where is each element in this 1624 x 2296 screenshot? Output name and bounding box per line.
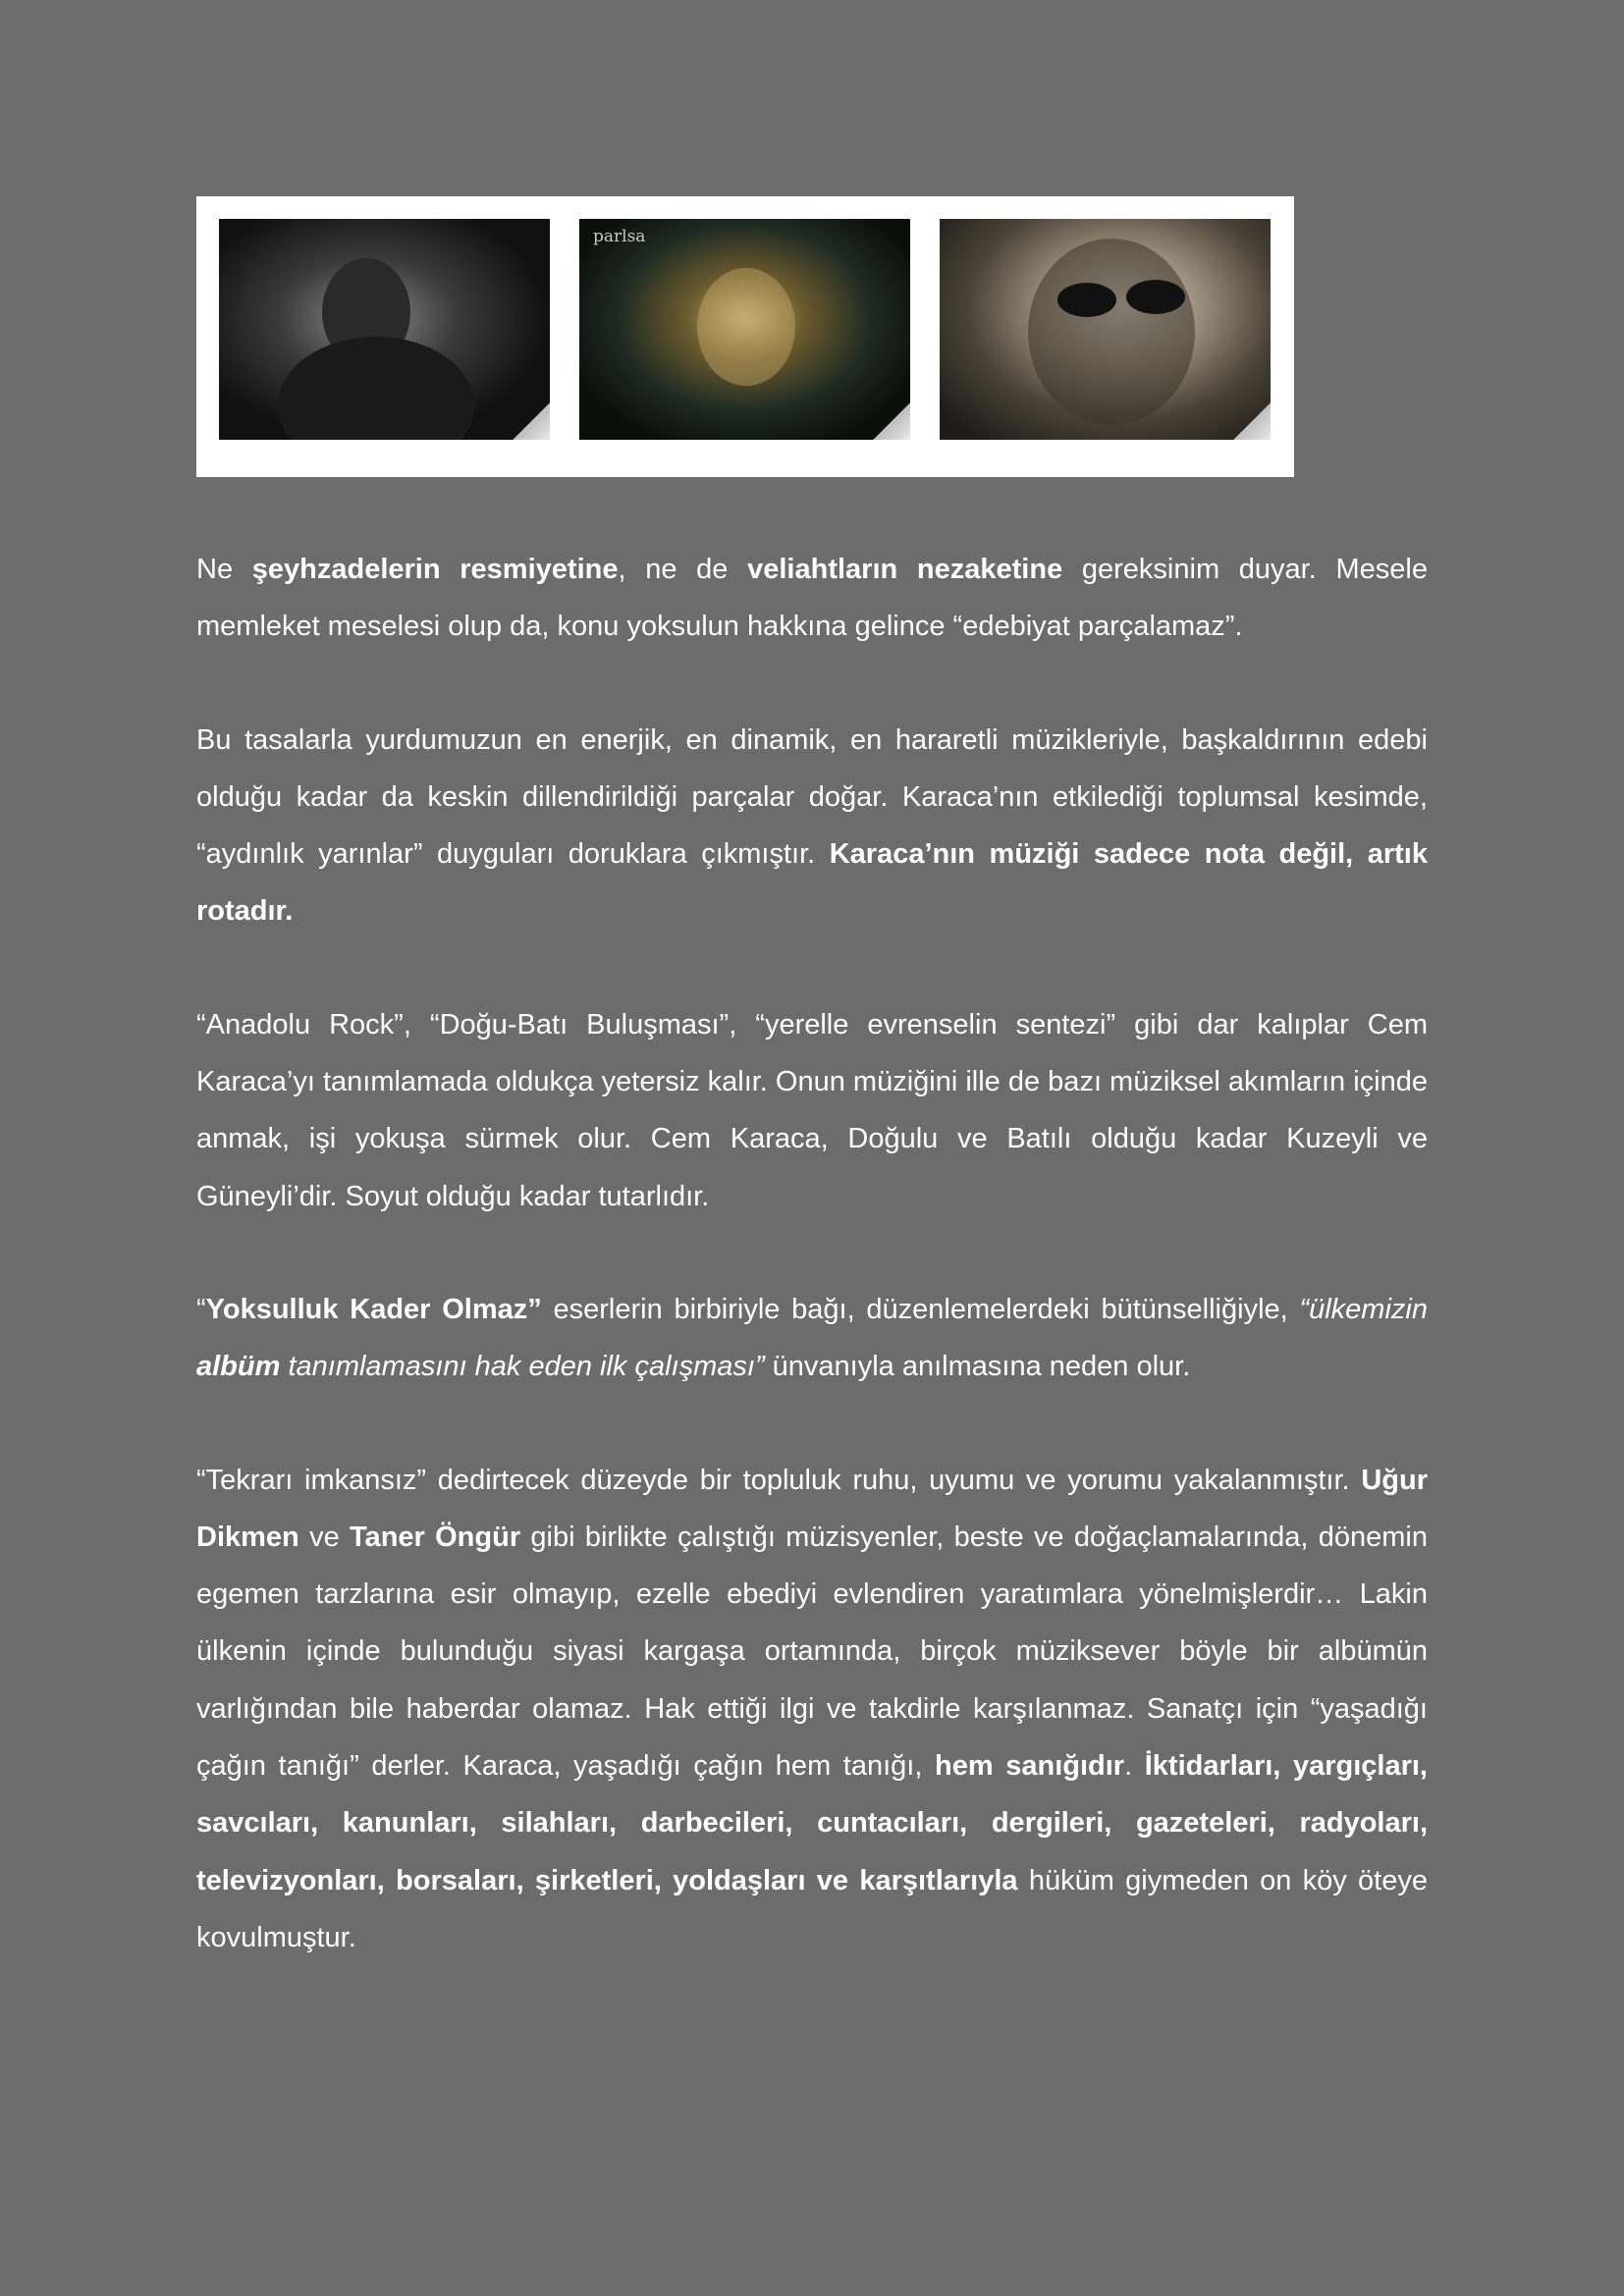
bold-text: şeyhzadelerin resmiyetine bbox=[251, 554, 619, 585]
photo-figure-body bbox=[278, 337, 474, 440]
text: , ne de bbox=[618, 554, 748, 585]
photo-strip bbox=[196, 196, 1294, 477]
paragraph-5 bbox=[196, 1452, 1428, 1967]
paragraph-4 bbox=[196, 1281, 1428, 1396]
text: “ bbox=[196, 1293, 206, 1325]
text: ünvanıyla anılmasına neden olur. bbox=[764, 1351, 1191, 1383]
text: gibi birlikte çalıştığı müzisyenler, beste ve doğaçlamalarında, dönemin egemen tarzlarına esir olmayıp, ezelle ebediyi evlendiren yaratımlara yönelmişlerdir… Lakin ülkenin içinde bulunduğu siyasi kargaşa ortamında, birçok müziksever böyle bir albümün varlığından bile haberdar olamaz. Hak ettiği ilgi ve takdirle karşılanmaz. Sanatçı için “yaşadığı çağın tanığı” derler. Karaca, yaşadığı çağın hem tanığı, bbox=[196, 1521, 1428, 1783]
photo-corner-curl bbox=[1233, 402, 1271, 440]
photo-singer-microphone bbox=[219, 219, 550, 440]
photo-corner-curl bbox=[873, 402, 910, 440]
paragraph-2 bbox=[196, 712, 1428, 940]
bold-text: Uğur Dikmen bbox=[196, 1464, 1428, 1553]
bold-italic-text: albüm bbox=[196, 1351, 281, 1383]
bold-text: İktidarları, yargıçları, savcıları, kanunları, silahları, darbecileri, cuntacıları, dergileri, gazeteleri, radyoları, televizyonları, borsaları, şirketleri, yoldaşları ve karşıtlarıyla bbox=[196, 1750, 1428, 1896]
paragraph-3 bbox=[196, 996, 1428, 1225]
photo-glasses-left bbox=[1057, 283, 1116, 317]
text: Bu tasalarla yurdumuzun en enerjik, en dinamik, en hararetli müzikleriyle, başkaldırının edebi olduğu kadar da keskin dillendirildiği parçalar doğar. Karaca’nın etkilediği toplumsal kesimde, “aydınlık yarınlar” duyguları doruklara çıkmıştır. bbox=[196, 723, 1428, 871]
photo-label: parlsa bbox=[593, 227, 646, 246]
text: hüküm giymeden on köy öteye kovulmuştur. bbox=[196, 1864, 1428, 1953]
italic-text: “ülkemizin bbox=[1299, 1293, 1428, 1325]
photo-singer-glasses bbox=[940, 219, 1271, 440]
photo-glasses-right bbox=[1126, 280, 1185, 314]
bold-text: Karaca’nın müziği sadece nota değil, artık rotadır. bbox=[196, 838, 1428, 928]
bold-text: hem sanığıdır bbox=[935, 1750, 1125, 1783]
photo-figure-head bbox=[697, 268, 795, 386]
text: gereksinim duyar. Mesele memleket meselesi olup da, konu yoksulun hakkına gelince “edebiyat parçalamaz”. bbox=[196, 554, 1428, 643]
text: . bbox=[1124, 1750, 1145, 1783]
italic-text: tanımlamasını hak eden ilk çalışması” bbox=[280, 1351, 765, 1383]
text: ve bbox=[298, 1521, 350, 1553]
bold-text: Yoksulluk Kader Olmaz” bbox=[205, 1293, 542, 1325]
paragraph-1 bbox=[196, 541, 1428, 656]
bold-text: veliahtların nezaketine bbox=[747, 554, 1063, 585]
photo-figure-head bbox=[1028, 239, 1195, 425]
text: “Tekrarı imkansız” dedirtecek düzeyde bir topluluk ruhu, uyumu ve yorumu yakalanmıştır. bbox=[196, 1464, 1362, 1496]
photo-album-cover bbox=[579, 219, 910, 440]
text: Ne bbox=[196, 554, 252, 585]
bold-text: Taner Öngür bbox=[350, 1521, 521, 1553]
text: eserlerin birbiriyle bağı, düzenlemelerdeki bütünselliğiyle, bbox=[541, 1293, 1300, 1325]
photo-corner-curl bbox=[513, 402, 550, 440]
article-body bbox=[196, 541, 1428, 2022]
text: “Anadolu Rock”, “Doğu-Batı Buluşması”, “yerelle evrenselin sentezi” gibi dar kalıplar Cem Karaca’yı tanımlamada oldukça yetersiz kalır. Onun müziğini ille de bazı müziksel akımların içinde anmak, işi yokuşa sürmek olur. Cem Karaca, Doğulu ve Batılı olduğu kadar Kuzeyli ve Güneyli’dir. Soyut olduğu kadar tutarlıdır. bbox=[196, 1008, 1428, 1212]
